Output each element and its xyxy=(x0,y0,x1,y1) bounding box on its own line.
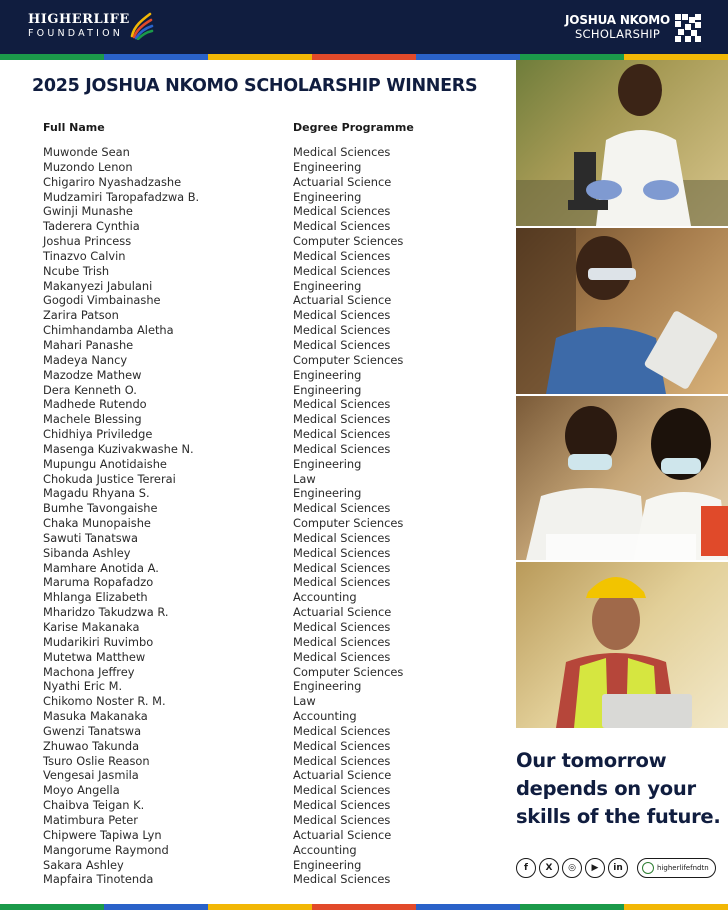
degree-programme: Actuarial Science xyxy=(293,605,392,620)
table-row xyxy=(43,442,503,457)
stripe-segment xyxy=(312,54,416,60)
degree-programme: Engineering xyxy=(293,857,362,872)
social-links xyxy=(516,858,716,878)
table-row xyxy=(43,338,503,353)
winner-name: Mutetwa Matthew xyxy=(43,649,146,664)
winner-name: Sibanda Ashley xyxy=(43,545,131,560)
table-row xyxy=(43,724,503,739)
degree-programme: Medical Sciences xyxy=(293,501,391,516)
scholarship-logo xyxy=(565,13,670,41)
column-header-full-name: Full Name xyxy=(43,121,105,134)
winners-table xyxy=(43,145,503,887)
degree-programme: Accounting xyxy=(293,709,357,724)
photo-students-lab xyxy=(516,396,728,560)
degree-programme: Medical Sciences xyxy=(293,204,391,219)
winner-name: Makanyezi Jabulani xyxy=(43,278,153,293)
degree-programme: Medical Sciences xyxy=(293,783,391,798)
flame-logo-icon xyxy=(642,862,654,874)
winner-name: Mudarikiri Ruvimbo xyxy=(43,634,154,649)
x-icon[interactable]: X xyxy=(539,858,559,878)
winner-name: Sakara Ashley xyxy=(43,857,124,872)
winner-name: Mahari Panashe xyxy=(43,337,134,352)
org-name-line2: FOUNDATION xyxy=(28,28,124,39)
winner-name: Mapfaira Tinotenda xyxy=(43,872,154,887)
degree-programme: Medical Sciences xyxy=(293,620,391,634)
table-row xyxy=(43,293,503,308)
winner-name: Taderera Cynthia xyxy=(43,219,140,234)
table-row xyxy=(43,858,503,873)
table-row xyxy=(43,679,503,694)
degree-programme: Medical Sciences xyxy=(293,337,391,352)
table-row xyxy=(43,768,503,783)
winner-name: Chigariro Nyashadzashe xyxy=(43,174,182,189)
winner-name: Mangorume Raymond xyxy=(43,842,169,857)
degree-programme: Actuarial Science xyxy=(293,174,392,189)
table-row xyxy=(43,813,503,828)
table-row xyxy=(43,665,503,680)
degree-programme: Medical Sciences xyxy=(293,872,391,887)
degree-programme: Medical Sciences xyxy=(293,145,391,159)
degree-programme: Medical Sciences xyxy=(293,723,391,738)
winner-name: Mudzamiri Taropafadzwa B. xyxy=(43,189,200,204)
winner-name: Gwinji Munashe xyxy=(43,204,133,219)
winner-name: Zhuwao Takunda xyxy=(43,738,140,753)
degree-programme: Computer Sciences xyxy=(293,664,404,679)
page-title: 2025 JOSHUA NKOMO SCHOLARSHIP WINNERS xyxy=(32,76,478,96)
stripe-segment xyxy=(312,904,416,910)
winner-name: Masuka Makanaka xyxy=(43,709,148,724)
stripe-segment xyxy=(0,904,104,910)
winner-name: Tsuro Oslie Reason xyxy=(43,753,150,768)
winner-name: Mazodze Mathew xyxy=(43,367,142,382)
degree-programme: Engineering xyxy=(293,486,362,501)
winner-name: Machona Jeffrey xyxy=(43,664,135,679)
table-row xyxy=(43,160,503,175)
winner-name: Machele Blessing xyxy=(43,412,142,427)
table-row xyxy=(43,531,503,546)
degree-programme: Engineering xyxy=(293,679,362,694)
table-row xyxy=(43,605,503,620)
degree-programme: Medical Sciences xyxy=(293,323,391,338)
winner-name: Masenga Kuzivakwashe N. xyxy=(43,441,194,456)
winner-name: Zarira Patson xyxy=(43,308,119,323)
degree-programme: Computer Sciences xyxy=(293,234,404,249)
table-row xyxy=(43,843,503,858)
winner-name: Muzondo Lenon xyxy=(43,159,133,174)
degree-programme: Accounting xyxy=(293,590,357,605)
stripe-segment xyxy=(624,904,728,910)
table-row xyxy=(43,486,503,501)
photo-student-hardhat xyxy=(516,562,728,728)
winner-name: Moyo Angella xyxy=(43,783,120,798)
degree-programme: Medical Sciences xyxy=(293,560,391,575)
degree-programme: Computer Sciences xyxy=(293,352,404,367)
table-row xyxy=(43,383,503,398)
table-row xyxy=(43,308,503,323)
slogan xyxy=(516,747,726,831)
degree-programme: Medical Sciences xyxy=(293,248,391,263)
degree-programme: Engineering xyxy=(293,382,362,397)
instagram-icon[interactable]: ◎ xyxy=(562,858,582,878)
table-row xyxy=(43,175,503,190)
table-row xyxy=(43,397,503,412)
degree-programme: Medical Sciences xyxy=(293,575,391,590)
table-row xyxy=(43,190,503,205)
stripe-segment xyxy=(208,904,312,910)
winner-name: Chikomo Noster R. M. xyxy=(43,694,166,709)
table-row xyxy=(43,828,503,843)
table-row xyxy=(43,145,503,160)
table-row xyxy=(43,872,503,887)
table-row xyxy=(43,323,503,338)
photo-student-clipboard xyxy=(516,228,728,394)
table-row xyxy=(43,590,503,605)
table-row xyxy=(43,368,503,383)
degree-programme: Engineering xyxy=(293,159,362,174)
winner-name: Chidhiya Priviledge xyxy=(43,427,153,442)
table-row xyxy=(43,353,503,368)
winner-name: Chaka Munopaishe xyxy=(43,516,151,531)
table-row xyxy=(43,249,503,264)
org-name-line1: HIGHERLIFE xyxy=(28,12,130,27)
degree-programme: Medical Sciences xyxy=(293,397,391,412)
table-row xyxy=(43,219,503,234)
winner-name: Vengesai Jasmila xyxy=(43,768,139,783)
winner-name: Tinazvo Calvin xyxy=(43,248,126,263)
table-row xyxy=(43,264,503,279)
youtube-icon[interactable]: ▶ xyxy=(585,858,605,878)
table-row xyxy=(43,412,503,427)
degree-programme: Engineering xyxy=(293,278,362,293)
degree-programme: Medical Sciences xyxy=(293,545,391,560)
degree-programme: Medical Sciences xyxy=(293,738,391,753)
photo-collage xyxy=(516,60,728,728)
winner-name: Karise Makanaka xyxy=(43,620,140,634)
stripe-segment xyxy=(208,54,312,60)
degree-programme: Law xyxy=(293,694,316,709)
degree-programme: Medical Sciences xyxy=(293,812,391,827)
social-handle[interactable] xyxy=(637,858,716,878)
social-handle-text: higherlifefndtn xyxy=(657,864,709,872)
degree-programme: Medical Sciences xyxy=(293,263,391,278)
stripe-segment xyxy=(0,54,104,60)
table-row xyxy=(43,279,503,294)
degree-programme: Actuarial Science xyxy=(293,293,392,308)
table-row xyxy=(43,620,503,635)
stripe-segment xyxy=(520,904,624,910)
degree-programme: Actuarial Science xyxy=(293,827,392,842)
winner-name: Madhede Rutendo xyxy=(43,397,147,412)
slogan-line-1: Our tomorrow xyxy=(516,749,667,772)
degree-programme: Law xyxy=(293,471,316,486)
winner-name: Chokuda Justice Tererai xyxy=(43,471,176,486)
table-row xyxy=(43,575,503,590)
header-bar xyxy=(0,0,728,54)
table-row xyxy=(43,561,503,576)
table-row xyxy=(43,709,503,724)
program-name-line2: SCHOLARSHIP xyxy=(574,27,661,41)
degree-programme: Medical Sciences xyxy=(293,798,391,813)
winner-name: Ncube Trish xyxy=(43,263,110,278)
brand-color-stripe-bottom xyxy=(0,904,728,910)
degree-programme: Medical Sciences xyxy=(293,412,391,427)
column-header-degree-programme: Degree Programme xyxy=(293,121,414,134)
winner-name: Joshua Princess xyxy=(43,234,132,249)
degree-programme: Medical Sciences xyxy=(293,441,391,456)
table-row xyxy=(43,234,503,249)
table-row xyxy=(43,472,503,487)
winner-name: Madeya Nancy xyxy=(43,352,128,367)
winner-name: Mharidzo Takudzwa R. xyxy=(43,605,169,620)
degree-programme: Medical Sciences xyxy=(293,219,391,234)
winner-name: Bumhe Tavongaishe xyxy=(43,501,158,516)
program-name-line1: JOSHUA NKOMO xyxy=(565,13,670,27)
degree-programme: Medical Sciences xyxy=(293,530,391,545)
winner-name: Dera Kenneth O. xyxy=(43,382,137,397)
winner-name: Chipwere Tapiwa Lyn xyxy=(43,827,162,842)
winner-name: Nyathi Eric M. xyxy=(43,679,123,694)
degree-programme: Actuarial Science xyxy=(293,768,392,783)
winner-name: Magadu Rhyana S. xyxy=(43,486,150,501)
winner-name: Gwenzi Tanatswa xyxy=(43,723,142,738)
table-row xyxy=(43,427,503,442)
degree-programme: Engineering xyxy=(293,367,362,382)
winner-name: Mamhare Anotida A. xyxy=(43,560,159,575)
degree-programme: Medical Sciences xyxy=(293,308,391,323)
linkedin-icon[interactable]: in xyxy=(608,858,628,878)
table-row xyxy=(43,457,503,472)
stripe-segment xyxy=(416,54,520,60)
table-row xyxy=(43,694,503,709)
degree-programme: Accounting xyxy=(293,842,357,857)
table-row xyxy=(43,754,503,769)
table-row xyxy=(43,546,503,561)
degree-programme: Computer Sciences xyxy=(293,516,404,531)
slogan-line-2: depends on your xyxy=(516,777,696,800)
degree-programme: Medical Sciences xyxy=(293,427,391,442)
stripe-segment xyxy=(104,904,208,910)
winner-name: Mupungu Anotidaishe xyxy=(43,456,167,471)
photo-student-microscope xyxy=(516,60,728,226)
stripe-segment xyxy=(104,54,208,60)
winner-name: Muwonde Sean xyxy=(43,145,130,159)
degree-programme: Engineering xyxy=(293,189,362,204)
higherlife-logo xyxy=(28,12,130,40)
degree-programme: Medical Sciences xyxy=(293,634,391,649)
degree-programme: Medical Sciences xyxy=(293,753,391,768)
table-row xyxy=(43,783,503,798)
winner-name: Sawuti Tanatswa xyxy=(43,530,138,545)
table-row xyxy=(43,516,503,531)
flame-logo-icon xyxy=(128,10,154,40)
winner-name: Gogodi Vimbainashe xyxy=(43,293,161,308)
winner-name: Mhlanga Elizabeth xyxy=(43,590,148,605)
degree-programme: Medical Sciences xyxy=(293,649,391,664)
table-row xyxy=(43,739,503,754)
pixel-mark-icon xyxy=(675,14,701,42)
table-row xyxy=(43,635,503,650)
stripe-segment xyxy=(416,904,520,910)
winner-name: Matimbura Peter xyxy=(43,812,138,827)
table-row xyxy=(43,204,503,219)
table-row xyxy=(43,650,503,665)
winner-name: Maruma Ropafadzo xyxy=(43,575,154,590)
winner-name: Chaibva Teigan K. xyxy=(43,798,145,813)
winner-name: Chimhandamba Aletha xyxy=(43,323,174,338)
table-row xyxy=(43,798,503,813)
slogan-line-3: skills of the future. xyxy=(516,805,721,828)
degree-programme: Engineering xyxy=(293,456,362,471)
table-row xyxy=(43,501,503,516)
facebook-icon[interactable]: f xyxy=(516,858,536,878)
